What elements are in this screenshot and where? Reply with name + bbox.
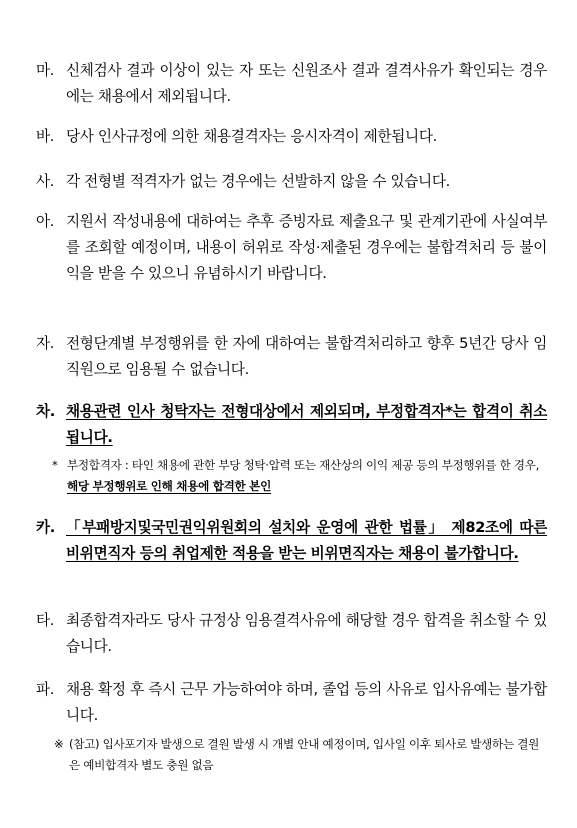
item-marker: 카. bbox=[36, 519, 56, 536]
item-text: 채용 확정 후 즉시 근무 가능하여야 하며, 졸업 등의 사유로 입사유예는 불가합니다. bbox=[66, 681, 547, 724]
list-item-ba bbox=[36, 124, 547, 150]
item-text: 채용관련 인사 청탁자는 전형대상에서 제외되며, 부정합격자*는 합격이 취소됩니다. bbox=[66, 403, 547, 446]
fraud-footnote bbox=[52, 455, 543, 497]
reference-text: (참고) 입사포기자 발생으로 결원 발생 시 개별 안내 예정이며, 입사일 이후 퇴사로 발생하는 결원은 예비합격자 별도 충원 없음 bbox=[69, 737, 540, 772]
item-marker: 자. bbox=[36, 335, 55, 352]
item-marker: 아. bbox=[36, 213, 55, 230]
item-text: 최종합격자라도 당사 규정상 임용결격사유에 해당할 경우 합격을 취소할 수 있습니다. bbox=[66, 612, 547, 655]
list-item-sa bbox=[36, 169, 547, 195]
item-marker: 파. bbox=[36, 681, 55, 698]
list-item-ma bbox=[36, 58, 547, 110]
asterisk-marker: * bbox=[52, 458, 58, 472]
list-item-cha bbox=[36, 399, 547, 451]
list-item-ka bbox=[36, 515, 547, 567]
item-text: 각 전형별 적격자가 없는 경우에는 선발하지 않을 수 있습니다. bbox=[66, 173, 450, 190]
item-marker: 차. bbox=[36, 403, 56, 420]
footnote-text: 부정합격자 : 타인 채용에 관한 부당 청탁·압력 또는 재산상의 이익 제공 등의 부정행위를 한 경우, bbox=[67, 458, 539, 472]
reference-mark-icon: ※ bbox=[54, 737, 64, 751]
item-text: 당사 인사규정에 의한 채용결격자는 응시자격이 제한됩니다. bbox=[66, 128, 437, 145]
item-marker: 타. bbox=[36, 612, 55, 629]
list-item-ja bbox=[36, 331, 547, 383]
item-text: 전형단계별 부정행위를 한 자에 대하여는 불합격처리하고 향후 5년간 당사 임직원으로 임용될 수 없습니다. bbox=[66, 335, 547, 378]
footnote-emphasis: 해당 부정행위로 인해 채용에 합격한 본인 bbox=[67, 479, 271, 493]
item-text: 신체검사 결과 이상이 있는 자 또는 신원조사 결과 결격사유가 확인되는 경우에는 채용에서 제외됩니다. bbox=[66, 62, 547, 105]
item-marker: 사. bbox=[36, 173, 55, 190]
reference-note bbox=[54, 734, 547, 776]
item-text: 「부패방지및국민권익위원회의 설치와 운영에 관한 법률」 제82조에 따른 비위면직자 등의 취업제한 적용을 받는 비위면직자는 채용이 불가합니다. bbox=[66, 519, 547, 562]
list-item-pa bbox=[36, 677, 547, 729]
list-item-ta bbox=[36, 608, 547, 660]
item-text: 지원서 작성내용에 대하여는 추후 증빙자료 제출요구 및 관계기관에 사실여부를 조회할 예정이며, 내용이 허위로 작성·제출된 경우에는 불합격처리 등 불이익을 받을 수 있으니 유념하시기 바랍니다. bbox=[66, 213, 547, 282]
item-marker: 마. bbox=[36, 62, 55, 79]
item-marker: 바. bbox=[36, 128, 55, 145]
list-item-a bbox=[36, 209, 547, 287]
